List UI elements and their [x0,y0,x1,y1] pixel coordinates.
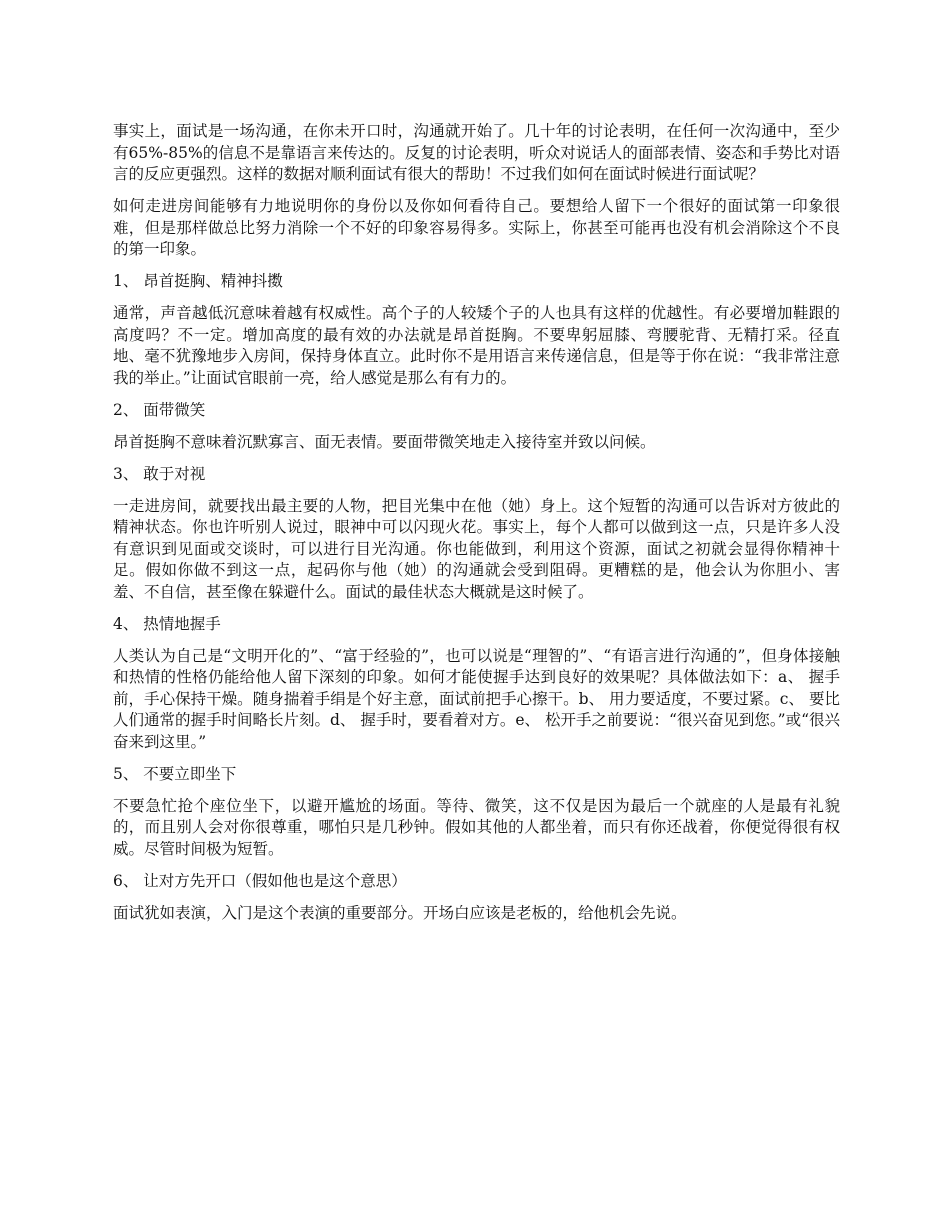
paragraph-eye-contact: 一走进房间，就要找出最主要的人物，把目光集中在他（她）身上。这个短暂的沟通可以告诉对方彼此的精神状态。你也许听别人说过，眼神中可以闪现火花。事实上，每个人都可以做到这一点，只是许多人没有意识到见面或交谈时，可以进行目光沟通。你也能做到，利用这个资源，面试之初就会显得你精神十足。假如你做不到这一点，起码你与他（她）的沟通就会受到阻碍。更糟糕的是，他会认为你胆小、害羞、不自信，甚至像在躲避什么。面试的最佳状态大概就是这时候了。 [113,496,840,601]
section-heading-6: 6、 让对方先开口（假如他也是这个意思） [113,871,407,890]
paragraph-first-impression: 如何走进房间能够有力地说明你的身份以及你如何看待自己。要想给人留下一个很好的面试第一印象很难，但是那样做总比努力消除一个不好的印象容易得多。实际上，你甚至可能再也没有机会消除这个不良的第一印象。 [113,197,840,258]
paragraph-let-speak: 面试犹如表演，入门是这个表演的重要部分。开场白应该是老板的，给他机会先说。 [113,903,687,922]
section-heading-1: 1、 昂首挺胸、精神抖擞 [113,272,283,290]
document-page [113,121,840,935]
paragraph-posture: 通常，声音越低沉意味着越有权威性。高个子的人较矮个子的人也具有这样的优越性。有必要增加鞋跟的高度吗？不一定。增加高度的最有效的办法就是昂首挺胸。不要卑躬屈膝、弯腰驼背、无精打采。径直地、毫不犹豫地步入房间，保持身体直立。此时你不是用语言来传递信息，但是等于你在说：“我非常注意我的举止。”让面试官眼前一亮，给人感觉是那么有有力的。 [113,304,840,387]
paragraph-handshake: 人类认为自己是“文明开化的”、“富于经验的”，也可以说是“理智的”、“有语言进行沟通的”，但身体接触和热情的性格仍能给他人留下深刻的印象。如何才能使握手达到良好的效果呢？具体做法如下：a、 握手前，手心保持干燥。随身揣着手绢是个好主意，面试前把手心擦干。b、 用力要适度，不要过紧。c、 要比人们通常的握手时间略长片刻。d、 握手时，要看着对方。e、 松开手之前要说：“很兴奋见到您。”或“很兴奋来到这里。” [113,646,840,751]
paragraph-intro: 事实上，面试是一场沟通，在你未开口时，沟通就开始了。几十年的讨论表明，在任何一次沟通中，至少有65%-85%的信息不是靠语言来传达的。反复的讨论表明，听众对说话人的面部表情、姿态和手势比对语言的反应更强烈。这样的数据对顺利面试有很大的帮助！不过我们如何在面试时候进行面试呢？ [113,122,840,183]
section-heading-4: 4、 热情地握手 [113,614,221,633]
section-heading-2: 2、 面带微笑 [113,400,206,419]
section-heading-5: 5、 不要立即坐下 [113,764,237,783]
section-heading-3: 3、 敢于对视 [113,464,206,483]
paragraph-smile: 昂首挺胸不意味着沉默寡言、面无表情。要面带微笑地走入接待室并致以问候。 [113,432,656,451]
paragraph-sitting: 不要急忙抢个座位坐下，以避开尴尬的场面。等待、微笑，这不仅是因为最后一个就座的人是最有礼貌的，而且别人会对你很尊重，哪怕只是几秒钟。假如其他的人都坐着，而只有你还战着，你便觉得很有权威。尽管时间极为短暂。 [113,796,840,858]
